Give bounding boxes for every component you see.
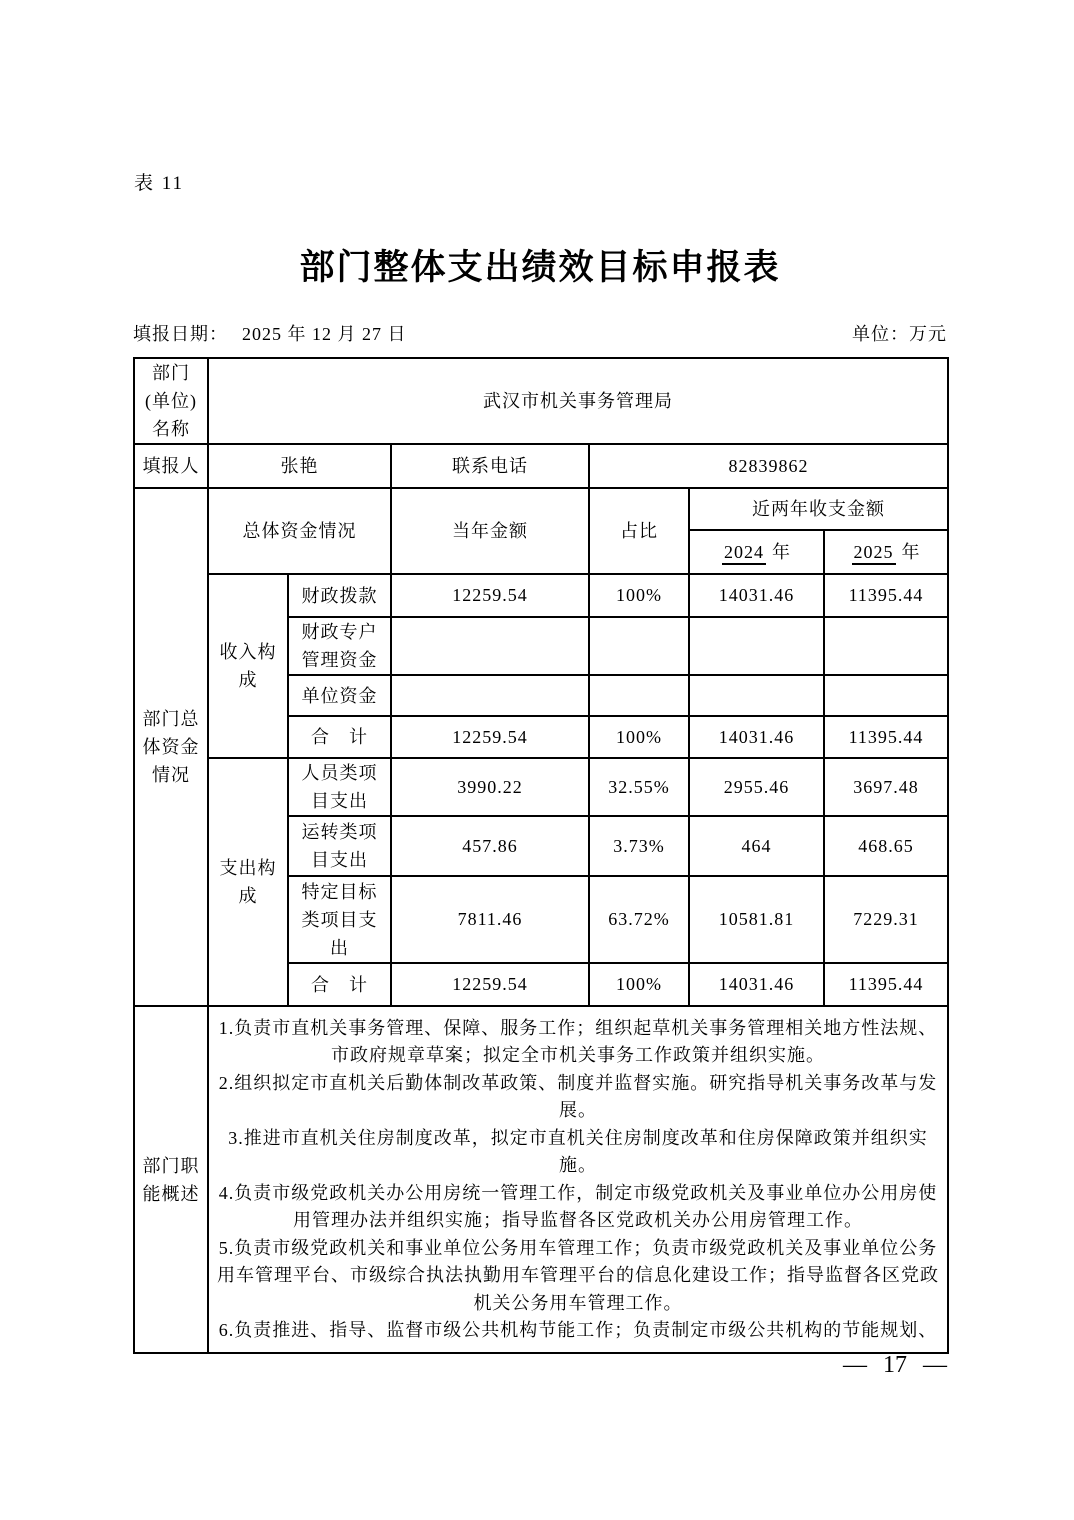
income-2025 [824,675,948,716]
income-current [391,617,589,675]
label-line: 部门 [152,363,190,383]
function-item: 4.负责市级党政机关办公用房统一管理工作，制定市级党政机关及事业单位办公用房使用管理办法并组织实施；指导监督各区党政机关办公用房管理工作。 [218,1182,938,1230]
year-2024-number: 2024 [722,542,766,565]
label-line: 特定目标 [301,881,378,902]
income-total-2025: 11395.44 [824,716,948,758]
table-tag: 表 11 [134,173,185,194]
income-total-ratio: 100% [589,716,689,758]
income-2025 [824,617,948,675]
expense-total-ratio: 100% [589,963,689,1006]
phone-value: 82839862 [589,444,948,488]
expense-ratio: 3.73% [589,816,689,876]
header-overall-funds: 总体资金情况 [208,488,391,574]
label-line: 支出构 [219,858,277,878]
header-current-year-amount: 当年金额 [391,488,589,574]
page-title: 部门整体支出绩效目标申报表 [299,248,781,287]
income-group-label [208,574,288,758]
label-line: 人员类项 [301,763,378,783]
expense-total-2024: 14031.46 [689,963,824,1006]
header-ratio: 占比 [589,488,689,574]
label-line: 部门总 [142,709,200,729]
label-line: (单位) [145,391,197,411]
label-line: 合 计 [311,727,368,747]
label-line: 名称 [152,419,190,439]
income-row-label [288,617,391,675]
label-line: 成 [238,886,258,906]
expense-2025: 468.65 [824,816,948,876]
label-line: 目支出 [311,791,368,811]
function-item: 3.推进市直机关住房制度改革，拟定市直机关住房制度改革和住房保障政策并组织实施。 [228,1127,928,1175]
funds-side-label [134,488,208,1006]
income-2024 [689,675,824,716]
year-2025-number: 2025 [852,542,896,565]
function-item: 1.负责市直机关事务管理、保障、服务工作；组织起草机关事务管理相关地方性法规、市政府规章草案；拟定全市机关事务工作政策并组织实施。 [218,1017,938,1065]
expense-2024: 464 [689,816,824,876]
income-row-label [288,574,391,617]
label-line: 合 计 [311,974,368,995]
expense-total-current: 12259.54 [391,963,589,1006]
filler-value: 张艳 [208,444,391,488]
expense-2025: 3697.48 [824,758,948,816]
income-current [391,675,589,716]
label-line: 出 [330,937,349,958]
label-line: 单位资金 [301,685,378,706]
function-item: 5.负责市级党政机关和事业单位公务用车管理工作；负责市级党政机关及事业单位公务用车管理平台、市级综合执法执勤用车管理平台的信息化建设工作；指导监督各区党政机关公务用车管理工作。 [217,1237,940,1313]
income-ratio: 100% [589,574,689,617]
label-line: 管理资金 [301,650,378,670]
label-line: 类项目支 [301,909,378,930]
fill-date-value: 2025 年 12 月 27 日 [242,324,407,344]
year-2024-suffix: 年 [772,541,791,562]
income-2024 [689,617,824,675]
phone-label: 联系电话 [391,444,589,488]
expense-2024: 2955.46 [689,758,824,816]
expense-total-label [288,963,391,1006]
income-2025: 11395.44 [824,574,948,617]
dept-name-value: 武汉市机关事务管理局 [208,358,948,444]
filler-label: 填报人 [134,444,208,488]
expense-current: 3990.22 [391,758,589,816]
expense-group-label [208,758,288,1006]
label-line: 情况 [152,765,190,785]
expense-2024: 10581.81 [689,876,824,963]
expense-ratio: 32.55% [589,758,689,816]
label-line: 目支出 [311,850,368,870]
label-line: 部门职 [142,1155,200,1176]
header-recent-two-years: 近两年收支金额 [689,488,948,530]
expense-2025: 7229.31 [824,876,948,963]
label-line: 收入构 [219,642,277,662]
label-line: 财政拨款 [301,585,378,606]
expense-row-label [288,758,391,816]
income-row-label [288,675,391,716]
label-line: 能概述 [142,1183,200,1204]
income-2024: 14031.46 [689,574,824,617]
dept-name-label [134,358,208,444]
label-line: 财政专户 [301,622,378,642]
expense-total-2025: 11395.44 [824,963,948,1006]
income-total-2024: 14031.46 [689,716,824,758]
unit-note: 单位：万元 [852,324,947,344]
income-current: 12259.54 [391,574,589,617]
label-line: 成 [238,670,258,690]
header-year-2024 [689,530,824,574]
meta-row [133,320,947,346]
header-year-2025 [824,530,948,574]
main-table [133,357,949,1354]
label-line: 运转类项 [301,822,378,842]
fill-date-label: 填报日期： [133,324,228,344]
expense-current: 457.86 [391,816,589,876]
income-total-current: 12259.54 [391,716,589,758]
function-item: 6.负责推进、指导、监督市级公共机构节能工作；负责制定市级公共机构的节能规划、 [218,1320,938,1340]
income-ratio [589,675,689,716]
expense-row-label [288,816,391,876]
fill-date [133,320,407,346]
function-item: 2.组织拟定市直机关后勤体制改革政策、制度并监督实施。研究指导机关事务改革与发展。 [218,1072,938,1120]
functions-overview [208,1006,948,1353]
functions-side-label [134,1006,208,1353]
expense-row-label [288,876,391,963]
income-total-label [288,716,391,758]
page-number: — 17 — [843,1352,947,1378]
label-line: 体资金 [142,737,200,757]
income-ratio [589,617,689,675]
expense-current: 7811.46 [391,876,589,963]
expense-ratio: 63.72% [589,876,689,963]
year-2025-suffix: 年 [901,541,921,562]
